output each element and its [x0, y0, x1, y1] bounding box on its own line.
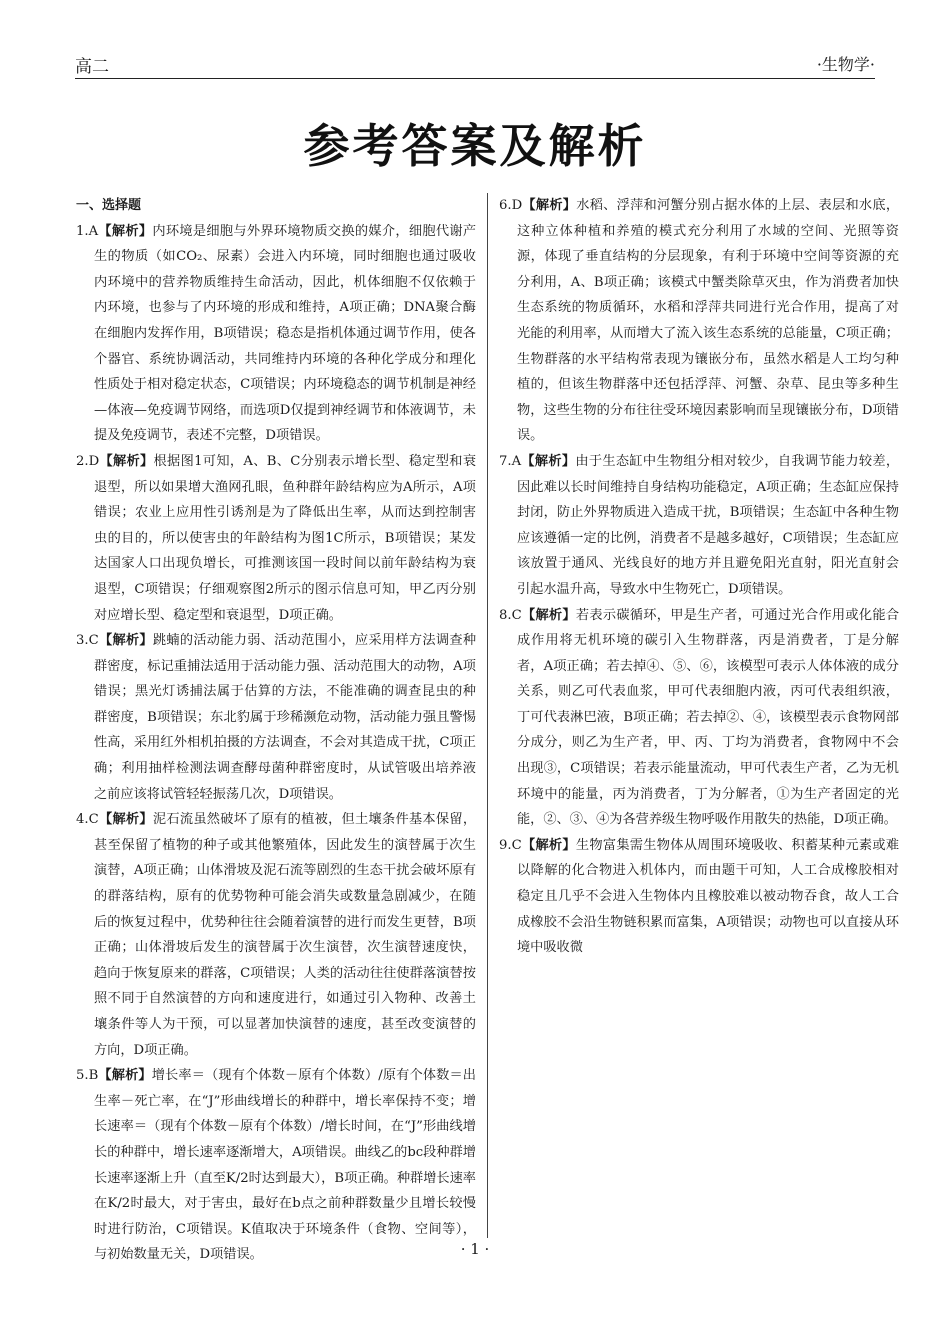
right-column — [499, 193, 899, 961]
section-title: 一、选择题 — [76, 198, 142, 213]
answer-item-8: 8.C【解析】若表示碳循环，甲是生产者，可通过光合作用或化能合成作用将无机环境的碳引入生物群落，丙是消费者，丁是分解者，A项正确；若去掉④、⑤、⑥，该模型可表示人体体液的成分关系，则乙可代表血浆，甲可代表细胞内液，丙可代表组织液，丁可代表淋巴液，B项正确；若去掉②、④，该模型表示食物网部分成分，则乙为生产者，甲、丙、丁均为消费者，食物网中不会出现③，C项错误；若表示能量流动，甲可代表生产者，乙为无机环境中的能量，丙为消费者，丁为分解者，①为生产者固定的光能，②、③、④为各营养级生物呼吸作用散失的热能，D项正确。 — [499, 607, 900, 828]
answer-item-5: 5.B【解析】增长率＝（现有个体数－原有个体数）/原有个体数＝出生率－死亡率，在“J”形曲线增长的种群中，增长率保持不变；增长速率＝（现有个体数－原有个体数）/增长时间，在“J”形曲线增长的种群中，增长速率逐渐增大，A项错误。曲线乙的bc段种群增长速率逐渐上升（直至K/2时达到最大），B项正确。种群增长速率在K/2时最大，对于害虫，最好在b点之前种群数量少且增长较慢时进行防治，C项错误。K值取决于环境条件（食物、空间等），与初始数量无关，D项错误。 — [76, 1068, 476, 1263]
subject-label: ·生物学· — [816, 55, 875, 74]
column-divider — [487, 193, 488, 1238]
page-header — [75, 50, 875, 76]
answer-item-6: 6.D【解析】水稻、浮萍和河蟹分别占据水体的上层、表层和水底，这种立体种植和养殖的模式充分利用了水域的空间、光照等资源，体现了垂直结构的分层现象，有利于环境中空间等资源的充分利用，A、B项正确；该模式中蟹类除草灭虫，作为消费者加快生态系统的物质循环，水稻和浮萍共同进行光合作用，提高了对光能的利用率，从而增大了流入该生态系统的总能量，C项正确；生物群落的水平结构常表现为镶嵌分布，虽然水稻是人工均匀种植的，但该生物群落中还包括浮萍、河蟹、杂草、昆虫等多种生物，这些生物的分布往往受环境因素影响而呈现镶嵌分布，D项错误。 — [499, 198, 900, 444]
answer-item-7: 7.A【解析】由于生态缸中生物组分相对较少，自我调节能力较差，因此难以长时间维持自身结构功能稳定，A项正确；生态缸应保持封闭，防止外界物质进入造成干扰，B项错误；生态缸中各种生物应该遵循一定的比例，消费者不是越多越好，C项错误；生态缸应该放置于通风、光线良好的地方并且避免阳光直射，阳光直射会引起水温升高，导致水中生物死亡，D项错误。 — [499, 453, 900, 597]
answer-item-3: 3.C【解析】跳蝻的活动能力弱、活动范围小，应采用样方法调查种群密度，标记重捕法适用于活动能力强、活动范围大的动物，A项错误；黑光灯诱捕法属于估算的方法，不能准确的调查昆虫的种群密度，B项错误；东北豹属于珍稀濒危动物，活动能力强且警惕性高，采用红外相机拍摄的方法调查，不会对其造成干扰，C项正确；利用抽样检测法调查酵母菌种群密度时，从试管吸出培养液之前应该将试管轻轻振荡几次，D项错误。 — [76, 633, 477, 802]
grade-label: 高二 — [75, 57, 109, 77]
header-rule — [75, 78, 875, 79]
answer-item-1: 1.A【解析】内环境是细胞与外界环境物质交换的媒介，细胞代谢产生的物质（如CO₂、尿素）会进入内环境，同时细胞也通过吸收内环境中的营养物质维持生命活动，因此，机体细胞不仅依赖于内环境，也参与了内环境的形成和维持，A项正确；DNA聚合酶在细胞内发挥作用，B项错误；稳态是指机体通过调节作用，使各个器官、系统协调活动，共同维持内环境的各种化学成分和理化性质处于相对稳定状态，C项错误；内环境稳态的调节机制是神经—体液—免疫调节网络，而选项D仅提到神经调节和体液调节，未提及免疫调节，表述不完整，D项错误。 — [76, 223, 477, 444]
page-number: · 1 · — [460, 1240, 490, 1258]
answer-item-9: 9.C【解析】生物富集需生物体从周围环境吸收、积蓄某种元素或难以降解的化合物进入机体内，而由题干可知，人工合成橡胶相对稳定且几乎不会进入生物体内且橡胶难以被动物吞食，故人工合成橡胶不会沿生物链积累而富集，A项错误；动物也可以直接从环境中吸收微 — [499, 837, 900, 956]
page-title: 参考答案及解析 — [303, 119, 647, 173]
answer-item-2: 2.D【解析】根据图1可知，A、B、C分别表示增长型、稳定型和衰退型，所以如果增大渔网孔眼，鱼种群年龄结构应为A所示，A项错误；农业上应用性引诱剂是为了降低出生率，从而达到控制害虫的目的，所以使害虫的年龄结构为图1C所示，B项错误；某发达国家人口出现负增长，可推测该国一段时间以前年龄结构为衰退型，C项错误；仔细观察图2所示的图示信息可知，甲乙丙分别对应增长型、稳定型和衰退型，D项正确。 — [76, 453, 477, 623]
left-column — [76, 193, 476, 1268]
answer-item-4: 4.C【解析】泥石流虽然破坏了原有的植被，但土壤条件基本保留，甚至保留了植物的种子或其他繁殖体，因此发生的演替属于次生演替，A项正确；山体滑坡及泥石流等剧烈的生态干扰会破坏原有的群落结构，原有的优势物种可能会消失或数量急剧减少，在随后的恢复过程中，优势种往往会随着演替的进行而发生更替，B项正确；山体滑坡后发生的演替属于次生演替，次生演替速度快，趋向于恢复原来的群落，C项错误；人类的活动往往使群落演替按照不同于自然演替的方向和速度进行，如通过引入物种、改善土壤条件等人为干预，可以显著加快演替的速度，甚至改变演替的方向，D项正确。 — [76, 812, 477, 1058]
